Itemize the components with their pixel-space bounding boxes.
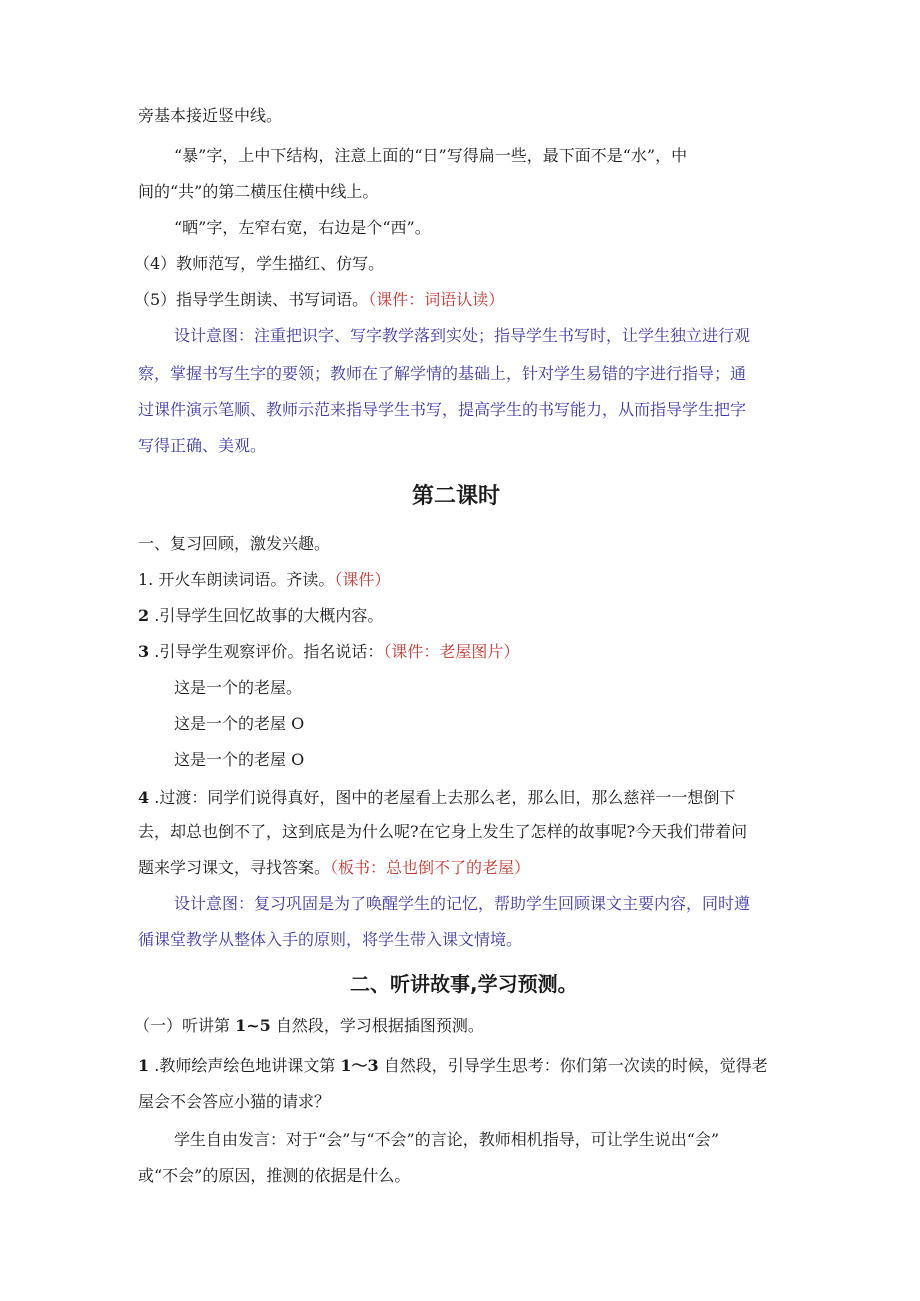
text-line: 去，却总也倒不了，这到底是为什么呢?在它身上发生了怎样的故事呢?今天我们带着问 <box>138 822 748 841</box>
step-text: .引导学生回忆故事的大概内容。 <box>149 606 384 625</box>
paragraph-range: 1~5 <box>235 1016 271 1035</box>
board-note: （板书：总也倒不了的老屋） <box>330 858 531 877</box>
design-intent-line: 设计意图：注重把识字、写字教学落到实处；指导学生书写时，让学生独立进行观 <box>174 326 751 345</box>
text-line: 这是一个的老屋。 <box>174 678 303 697</box>
paragraph-range: 1～3 <box>340 1056 379 1075</box>
text-line <box>134 1014 484 1038</box>
step-text: 题来学习课文，寻找答案。 <box>138 858 331 877</box>
step-number: 1 <box>138 1056 150 1075</box>
step-text: （一）听讲第 <box>134 1016 236 1035</box>
design-intent-line: 察，掌握书写生字的要领；教师在了解学情的基础上，针对学生易错的字进行指导；通 <box>138 364 747 383</box>
step-number: 3 <box>138 642 150 661</box>
text-line: “暴”字，上中下结构，注意上面的“日”写得扁一些，最下面不是“水”，中 <box>174 146 688 165</box>
step-text: 自然段，学习根据插图预测。 <box>270 1016 484 1035</box>
design-intent-line: 过课件演示笔顺、教师示范来指导学生书写，提高学生的书写能力，从而指导学生把字 <box>138 400 747 419</box>
step-text: 自然段，引导学生思考：你们第一次读的时候，觉得老 <box>378 1056 768 1075</box>
text-line <box>138 568 390 592</box>
text-line: 屋会不会答应小猫的请求？ <box>138 1092 331 1111</box>
text-line <box>138 1054 768 1078</box>
step-text: .教师绘声绘色地讲课文第 <box>149 1056 341 1075</box>
text-line: 或“不会”的原因，推测的依据是什么。 <box>138 1166 411 1185</box>
courseware-note: （课件：老屋图片） <box>383 642 520 661</box>
step-number: 4 <box>138 788 150 807</box>
text-line <box>138 604 383 628</box>
text-line <box>138 640 519 664</box>
text-line: 旁基本接近竖中线。 <box>138 106 283 125</box>
text-line: “晒”字，左窄右宽，右边是个“西”。 <box>174 218 431 237</box>
text-line <box>138 856 530 880</box>
text-line: （4）教师范写，学生描红、仿写。 <box>134 254 385 273</box>
section-heading-2: 二、听讲故事,学习预测。 <box>350 972 578 996</box>
design-intent-line: 设计意图：复习巩固是为了唤醒学生的记忆，帮助学生回顾课文主要内容，同时遵 <box>174 894 751 913</box>
courseware-note: （课件：词语认读） <box>368 290 505 309</box>
design-intent-line: 循课堂教学从整体入手的原则，将学生带入课文情境。 <box>138 930 523 949</box>
section-title: 第二课时 <box>412 484 501 509</box>
instruction-text: （5）指导学生朗读、书写词语。 <box>134 290 369 309</box>
courseware-note: （课件） <box>334 570 391 589</box>
text-line: 这是一个的老屋 O <box>174 750 305 769</box>
step-text: 1. 开火车朗读词语。齐读。 <box>138 570 335 589</box>
text-line: 这是一个的老屋 O <box>174 714 305 733</box>
text-line <box>134 288 504 312</box>
step-text: .引导学生观察评价。指名说话： <box>149 642 384 661</box>
text-line: 学生自由发言：对于“会”与“不会”的言论，教师相机指导，可让学生说出“会” <box>174 1130 720 1149</box>
text-line <box>138 786 735 810</box>
step-number: 2 <box>138 606 150 625</box>
section-heading: 一、复习回顾，激发兴趣。 <box>138 534 331 553</box>
step-text: .过渡：同学们说得真好，图中的老屋看上去那么老，那么旧，那么慈祥一一想倒下 <box>149 788 736 807</box>
design-intent-line: 写得正确、美观。 <box>138 436 267 455</box>
text-line: 间的“共”的第二横压住横中线上。 <box>138 182 379 201</box>
